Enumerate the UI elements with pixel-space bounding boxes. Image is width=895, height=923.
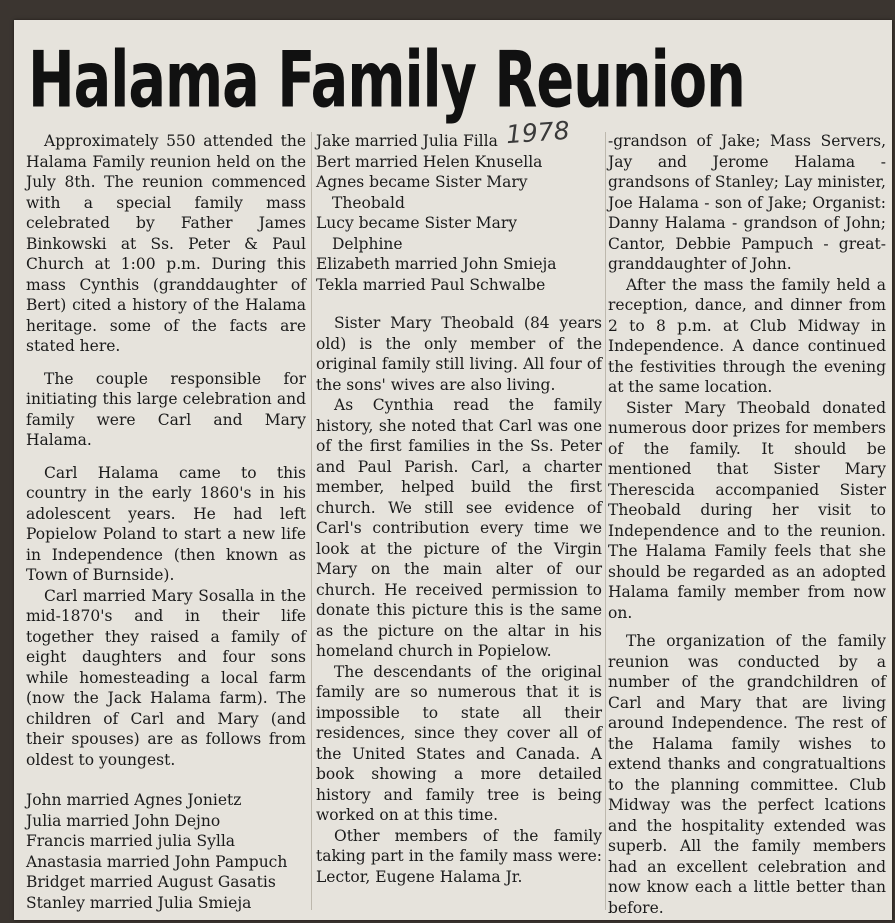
list-item: Tekla married Paul Schwalbe [316,275,546,294]
paragraph: Other members of the family taking part in the family mass were: Lector, Eugene Halama Jr. [316,826,602,886]
list-item: Delphine [332,234,403,253]
headline: Halama Family Reunion [28,33,745,125]
column-3 [608,131,886,918]
paragraph: The organization of the family reunion was conducted by a number of the grandchildren of Carl and Mary that are living around Independence. The rest of the Halama family wishes to extend thanks and congratualtions to the planning committee. Club Midway was the perfect lcations and the hospitality extended was superb. All the family members had an excellent celebration and now know each a little better than before. [608,632,886,917]
list-item: Julia married John Dejno [26,811,221,830]
paragraph: Sister Mary Theobald (84 years old) is the only member of the original family still living. All four of the sons' wives are also living. [316,314,602,394]
list-item: Francis married julia Sylla [26,832,236,850]
paragraph: After the mass the family held a reception, dance, and dinner from 2 to 8 p.m. at Club Midway in Independence. A dance continued the festivities through the evening at the same location. [608,275,886,396]
column-2 [316,131,602,887]
children-list [26,790,306,913]
paragraph: Sister Mary Theobald donated numerous door prizes for members of the family. It should be mentioned that Sister Mary Therescida accompanied Sister Theobald during her visit to Independence and to the reunion. The Halama Family feels that she should be regarded as an adopted Halama family member from now on. [608,398,886,622]
paragraph: Approximately 550 attended the Halama Family reunion held on the July 8th. The reunion commenced with a special family mass celebrated by Father James Binkowski at Ss. Peter & Paul Church at 1:00 p.m. During this mass Cynthis (granddaughter of Bert) cited a history of the Halama heritage. some of the facts are stated here. [26,132,306,355]
list-item: Theobald [332,193,405,212]
column-1 [26,131,306,913]
list-item: Bert married Helen Knusella [316,152,543,171]
paragraph: As Cynthia read the family history, she noted that Carl was one of the first families in the Ss. Peter and Paul Parish. Carl, a charter member, helped build the first church. We still see evidence of Carl's contribution every time we look at the picture of the Virgin Mary on the main alter of our church. He received permission to donate this picture this is the same as the picture on the altar in his homeland church in Popielow. [316,396,602,660]
newspaper-clipping [14,20,892,920]
list-item: Bridget married August Gasatis [26,873,276,891]
list-item: Anastasia married John Pampuch [26,852,288,871]
children-list [316,131,602,295]
paragraph: -grandson of Jake; Mass Servers, Jay and Jerome Halama - grandsons of Stanley; Lay minister, Joe Halama - son of Jake; Organist: Danny Halama - grandson of John; Cantor, Debbie Pampuch - great-granddaughter of John. [608,132,886,273]
paragraph: Carl married Mary Sosalla in the mid-1870's and in their life together they raised a family of eight daughters and four sons while homesteading a local farm (now the Jack Halama farm). The children of Carl and Mary (and their spouses) are as follows from oldest to youngest. [26,586,306,769]
list-item: John married Agnes Jonietz [26,791,242,809]
paragraph: Carl Halama came to this country in the early 1860's in his adolescent years. He had left Popielow Poland to start a new life in Independence (then known as Town of Burnside). [26,463,306,584]
list-item: Agnes became Sister Mary [316,173,528,191]
list-item: Stanley married Julia Smieja [26,893,252,912]
list-item: Jake married Julia Filla [316,132,498,150]
list-item: Lucy became Sister Mary [316,214,518,232]
column-divider [605,132,606,910]
paragraph: The descendants of the original family are so numerous that it is impossible to state all their residences, since they cover all of the United States and Canada. A book showing a more detailed history and family tree is being worked on at this time. [316,662,602,824]
handwritten-year: 1978 [505,115,571,150]
paragraph: The couple responsible for initiating this large celebration and family were Carl and Mary Halama. [26,369,306,449]
column-divider [311,132,312,910]
list-item: Elizabeth married John Smieja [316,255,557,273]
